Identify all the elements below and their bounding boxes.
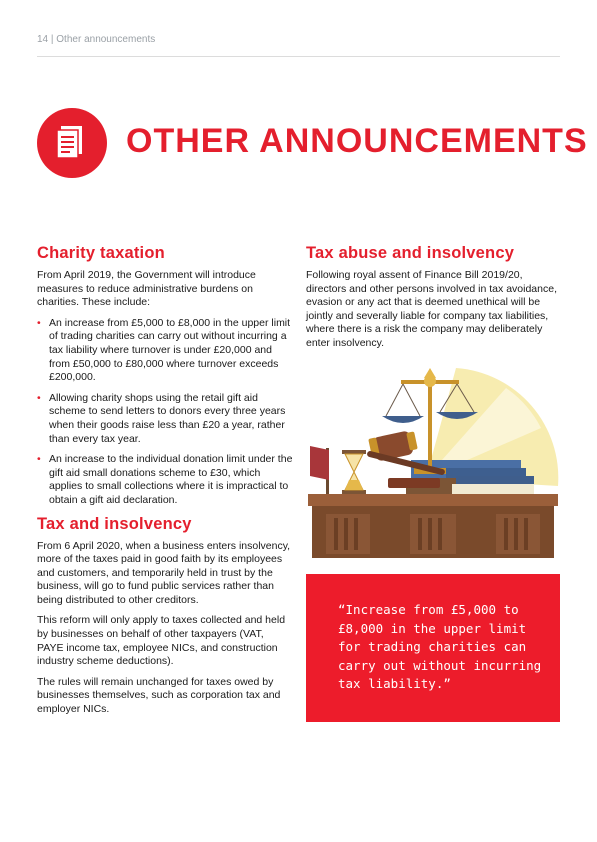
document-icon <box>37 108 107 178</box>
header-divider <box>37 56 560 57</box>
bullet-text: An increase from £5,000 to £8,000 in the upper limit of trading charities can carry out without incurring a tax liability where turnover is under £20,000 and from £50,000 to £80,000 where turnover exceeds £200,000. <box>49 316 291 384</box>
tax-insolvency-paragraph: This reform will only apply to taxes collected and held by businesses on behalf of other taxpayers (VAT, PAYE income tax, employee NICs, and construction industry scheme deductions). <box>37 614 286 668</box>
bullet-text: An increase to the individual donation limit under the gift aid small donations scheme to £30, which applies to small collections where it is impractical to obtain a gift aid declaration. <box>49 453 293 506</box>
charity-intro: From April 2019, the Government will introduce measures to reduce administrative burdens on charities. These include: <box>37 269 256 309</box>
charity-bullet-list <box>37 317 293 508</box>
pull-quote-text: “Increase from £5,000 to £8,000 in the upper limit for trading charities can carry out without incurring tax liability.” <box>338 602 542 691</box>
list-item <box>37 453 293 507</box>
tax-insolvency-paragraph: The rules will remain unchanged for taxes owed by businesses themselves, such as corporation tax and employer NICs. <box>37 675 281 716</box>
page-title: OTHER ANNOUNCEMENTS <box>126 122 588 160</box>
tax-abuse-paragraph: Following royal assent of Finance Bill 2019/20, directors and other persons involved in tax avoidance, evasion or any act that is deemed unethical will be jointly and severally liable for company tax liabilities, where there is a risk the company may deliberately enter insolvency. <box>306 269 557 349</box>
bullet-text: Allowing charity shops using the retail gift aid scheme to send letters to donors every three years when their goods raise less than £20 a year, rather than every tax year. <box>49 391 286 445</box>
tax-insolvency-paragraph: From 6 April 2020, when a business enters insolvency, more of the taxes paid in good faith by its employees and customers, and temporarily held in trust by the business, will go to fund public services rather than being distributed to other creditors. <box>37 539 291 606</box>
bullet-icon: • <box>37 453 41 466</box>
bullet-icon: • <box>37 391 41 404</box>
bullet-icon: • <box>37 316 41 329</box>
tax-abuse-heading: Tax abuse and insolvency <box>306 244 515 262</box>
charity-taxation-heading: Charity taxation <box>37 244 165 262</box>
right-column <box>306 244 560 351</box>
left-column <box>37 244 293 717</box>
justice-illustration <box>306 368 560 558</box>
pull-quote <box>306 574 560 722</box>
page-header: 14 | Other announcements <box>37 34 156 45</box>
list-item <box>37 317 293 385</box>
list-item <box>37 392 293 446</box>
tax-insolvency-heading: Tax and insolvency <box>37 514 192 533</box>
